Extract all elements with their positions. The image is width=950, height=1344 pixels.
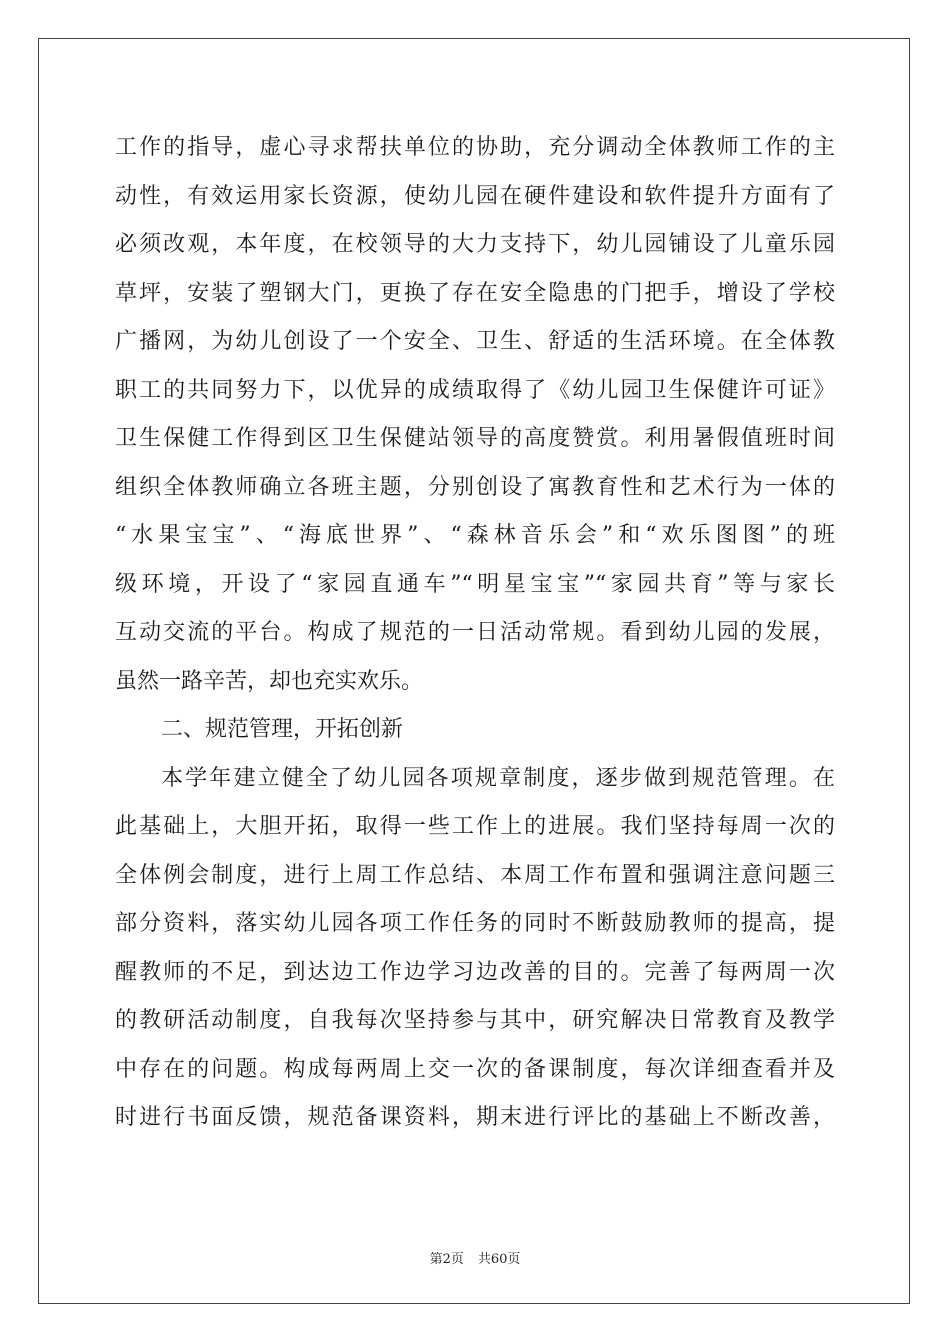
text-line: 全体例会制度，进行上周工作总结、本周工作布置和强调注意问题三 [115, 862, 835, 888]
text-line: 醒教师的不足，到达边工作边学习边改善的目的。完善了每两周一次 [115, 959, 835, 985]
text-line: 草坪，安装了塑钢大门，更换了存在安全隐患的门把手，增设了学校 [115, 280, 835, 306]
text-line: 本学年建立健全了幼儿园各项规章制度，逐步做到规范管理。在 [161, 765, 835, 791]
text-line: 卫生保健工作得到区卫生保健站领导的高度赞赏。利用暑假值班时间 [115, 426, 835, 451]
text-line: 的教研活动制度，自我每次坚持参与其中，研究解决日常教育及教学 [115, 1008, 835, 1033]
text-line: 职工的共同努力下，以优异的成绩取得了《幼儿园卫生保健许可证》 [115, 377, 835, 403]
text-line: 此基础上，大胆开拓，取得一些工作上的进展。我们坚持每周一次的 [115, 814, 835, 839]
text-line: 时进行书面反馈，规范备课资料，期末进行评比的基础上不断改善， [115, 1105, 835, 1130]
text-line: 级环境，开设了“家园直通车”“明星宝宝”“家园共育”等与家长 [115, 571, 835, 597]
text-line: 互动交流的平台。构成了规范的一日活动常规。看到幼儿园的发展， [115, 620, 835, 645]
page-footer [0, 1248, 950, 1267]
text-line: 虽然一路辛苦，却也充实欢乐。 [115, 668, 424, 694]
text-line: 动性，有效运用家长资源，使幼儿园在硬件建设和软件提升方面有了 [115, 183, 835, 209]
text-line: 必须改观，本年度，在校领导的大力支持下，幼儿园铺设了儿童乐园 [115, 232, 835, 257]
text-line: 组织全体教师确立各班主题，分别创设了寓教育性和艺术行为一体的 [115, 474, 835, 500]
text-line: 中存在的问题。构成每两周上交一次的备课制度，每次详细查看并及 [115, 1056, 835, 1082]
text-line: “水果宝宝”、“海底世界”、“森林音乐会”和“欢乐图图”的班 [115, 523, 835, 548]
page-total: 共60页 [477, 1252, 521, 1267]
text-line: 部分资料，落实幼儿园各项工作任务的同时不断鼓励教师的提高，提 [115, 911, 835, 936]
document-body [115, 124, 835, 1143]
page-number: 第2页 [429, 1252, 464, 1267]
section-heading: 二、规范管理，开拓创新 [161, 717, 404, 742]
text-line: 工作的指导，虚心寻求帮扶单位的协助，充分调动全体教师工作的主 [115, 135, 835, 160]
text-line: 广播网，为幼儿创设了一个安全、卫生、舒适的生活环境。在全体教 [115, 329, 835, 354]
